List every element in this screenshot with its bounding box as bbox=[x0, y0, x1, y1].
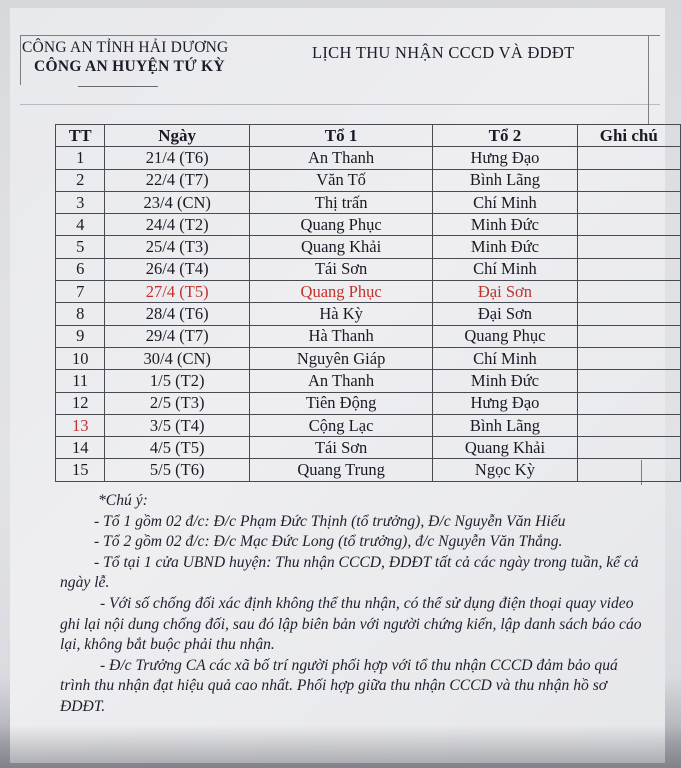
row-note bbox=[577, 169, 680, 191]
column-header-team1: Tổ 1 bbox=[249, 125, 432, 147]
row-team1-commune: Quang Phục bbox=[249, 281, 432, 303]
row-number: 11 bbox=[56, 370, 105, 392]
row-team2-commune: Ngọc Kỳ bbox=[433, 459, 577, 481]
row-date: 21/4 (T6) bbox=[105, 147, 249, 169]
row-date: 27/4 (T5) bbox=[105, 281, 249, 303]
row-number: 1 bbox=[56, 147, 105, 169]
row-note bbox=[577, 191, 680, 213]
schedule-table bbox=[55, 124, 681, 482]
row-number: 15 bbox=[56, 459, 105, 481]
column-header-notes: Ghi chú bbox=[577, 125, 680, 147]
row-number: 13 bbox=[56, 414, 105, 436]
row-team1-commune: Tiên Động bbox=[249, 392, 432, 414]
agency-header bbox=[22, 38, 228, 76]
agency-line-district: CÔNG AN HUYỆN TỨ KỲ bbox=[34, 58, 225, 75]
table-row bbox=[56, 325, 681, 347]
row-team1-commune: Tái Sơn bbox=[249, 258, 432, 280]
row-number: 4 bbox=[56, 214, 105, 236]
row-team1-commune: Thị trấn bbox=[249, 191, 432, 213]
table-row bbox=[56, 370, 681, 392]
table-row bbox=[56, 236, 681, 258]
row-team1-commune: Cộng Lạc bbox=[249, 414, 432, 436]
row-date: 2/5 (T3) bbox=[105, 392, 249, 414]
table-row bbox=[56, 347, 681, 369]
row-note bbox=[577, 392, 680, 414]
row-team2-commune: Quang Phục bbox=[433, 325, 577, 347]
table-row bbox=[56, 169, 681, 191]
row-team2-commune: Đại Sơn bbox=[433, 281, 577, 303]
row-number: 6 bbox=[56, 258, 105, 280]
row-team2-commune: Quang Khải bbox=[433, 437, 577, 459]
row-team1-commune: An Thanh bbox=[249, 370, 432, 392]
row-team2-commune: Bình Lãng bbox=[433, 169, 577, 191]
row-team1-commune: Quang Khải bbox=[249, 236, 432, 258]
row-date: 29/4 (T7) bbox=[105, 325, 249, 347]
notes-section bbox=[60, 491, 650, 718]
row-note bbox=[577, 214, 680, 236]
table-row bbox=[56, 214, 681, 236]
row-team1-commune: Tái Sơn bbox=[249, 437, 432, 459]
frame-left-line bbox=[20, 35, 21, 85]
row-note bbox=[577, 370, 680, 392]
row-date: 4/5 (T5) bbox=[105, 437, 249, 459]
row-team2-commune: Đại Sơn bbox=[433, 303, 577, 325]
row-note bbox=[577, 147, 680, 169]
frame-right-line bbox=[648, 35, 649, 125]
column-header-team2: Tổ 2 bbox=[433, 125, 577, 147]
row-date: 30/4 (CN) bbox=[105, 347, 249, 369]
row-team1-commune: Quang Trung bbox=[249, 459, 432, 481]
frame-top-line bbox=[20, 35, 660, 36]
notes-title: *Chú ý: bbox=[98, 492, 148, 509]
row-note bbox=[577, 325, 680, 347]
note-one-stop-desk: - Tổ tại 1 cửa UBND huyện: Thu nhận CCCD, ĐDĐT tất cả các ngày trong tuần, kể cả ngày lễ. bbox=[60, 553, 639, 592]
row-number: 2 bbox=[56, 169, 105, 191]
row-date: 22/4 (T7) bbox=[105, 169, 249, 191]
row-note bbox=[577, 236, 680, 258]
row-date: 28/4 (T6) bbox=[105, 303, 249, 325]
row-team2-commune: Hưng Đạo bbox=[433, 147, 577, 169]
agency-line-province: CÔNG AN TỈNH HẢI DƯƠNG bbox=[22, 39, 229, 56]
row-team2-commune: Minh Đức bbox=[433, 370, 577, 392]
header-underline bbox=[78, 86, 158, 87]
row-note bbox=[577, 414, 680, 436]
row-team1-commune: Quang Phục bbox=[249, 214, 432, 236]
row-note bbox=[577, 258, 680, 280]
table-row bbox=[56, 459, 681, 481]
table-row bbox=[56, 303, 681, 325]
row-number: 10 bbox=[56, 347, 105, 369]
row-date: 23/4 (CN) bbox=[105, 191, 249, 213]
row-number: 7 bbox=[56, 281, 105, 303]
row-note bbox=[577, 303, 680, 325]
table-row bbox=[56, 392, 681, 414]
row-date: 24/4 (T2) bbox=[105, 214, 249, 236]
row-date: 3/5 (T4) bbox=[105, 414, 249, 436]
row-team2-commune: Minh Đức bbox=[433, 214, 577, 236]
row-date: 1/5 (T2) bbox=[105, 370, 249, 392]
row-team2-commune: Chí Minh bbox=[433, 347, 577, 369]
document-title: LỊCH THU NHẬN CCCD VÀ ĐDĐT bbox=[312, 43, 575, 62]
table-row bbox=[56, 191, 681, 213]
row-team2-commune: Chí Minh bbox=[433, 258, 577, 280]
table-row bbox=[56, 147, 681, 169]
row-number: 14 bbox=[56, 437, 105, 459]
column-header-tt: TT bbox=[56, 125, 105, 147]
note-commune-coordination: - Đ/c Trưởng CA các xã bố trí người phối hợp với tổ thu nhận CCCD đảm bảo quá trình thu nhận đạt hiệu quả cao nhất. Phối hợp giữa thu nhận CCCD và thu nhận hồ sơ ĐDĐT. bbox=[60, 656, 618, 715]
row-number: 9 bbox=[56, 325, 105, 347]
row-number: 5 bbox=[56, 236, 105, 258]
row-team1-commune: Văn Tố bbox=[249, 169, 432, 191]
row-note bbox=[577, 347, 680, 369]
table-row bbox=[56, 414, 681, 436]
row-team2-commune: Hưng Đạo bbox=[433, 392, 577, 414]
table-row bbox=[56, 437, 681, 459]
table-row bbox=[56, 281, 681, 303]
photo-shadow bbox=[0, 725, 681, 768]
row-team1-commune: Hà Kỳ bbox=[249, 303, 432, 325]
row-date: 25/4 (T3) bbox=[105, 236, 249, 258]
frame-mid-line bbox=[20, 104, 660, 105]
table-header-row bbox=[56, 125, 681, 147]
table-row bbox=[56, 258, 681, 280]
note-team1: - Tổ 1 gồm 02 đ/c: Đ/c Phạm Đức Thịnh (tổ trưởng), Đ/c Nguyễn Văn Hiếu bbox=[94, 512, 566, 530]
row-team2-commune: Minh Đức bbox=[433, 236, 577, 258]
row-date: 5/5 (T6) bbox=[105, 459, 249, 481]
column-header-date: Ngày bbox=[105, 125, 249, 147]
note-team2: - Tổ 2 gồm 02 đ/c: Đ/c Mạc Đức Long (tổ trưởng), đ/c Nguyễn Văn Thắng. bbox=[94, 533, 563, 551]
row-number: 8 bbox=[56, 303, 105, 325]
note-refusal-handling: - Với số chống đối xác định không thể thu nhận, có thể sử dụng điện thoại quay video ghi lại nội dung chống đối, sau đó lập biên bản với người chứng kiến, lập danh sách báo cáo lại, không bắt buộc phải thu nhận. bbox=[60, 594, 642, 654]
row-team1-commune: Hà Thanh bbox=[249, 325, 432, 347]
row-team1-commune: Nguyên Giáp bbox=[249, 347, 432, 369]
row-team2-commune: Bình Lãng bbox=[433, 414, 577, 436]
row-team2-commune: Chí Minh bbox=[433, 191, 577, 213]
row-note bbox=[577, 281, 680, 303]
row-team1-commune: An Thanh bbox=[249, 147, 432, 169]
row-note bbox=[577, 459, 680, 481]
row-note bbox=[577, 437, 680, 459]
row-date: 26/4 (T4) bbox=[105, 258, 249, 280]
row-number: 12 bbox=[56, 392, 105, 414]
row-number: 3 bbox=[56, 191, 105, 213]
